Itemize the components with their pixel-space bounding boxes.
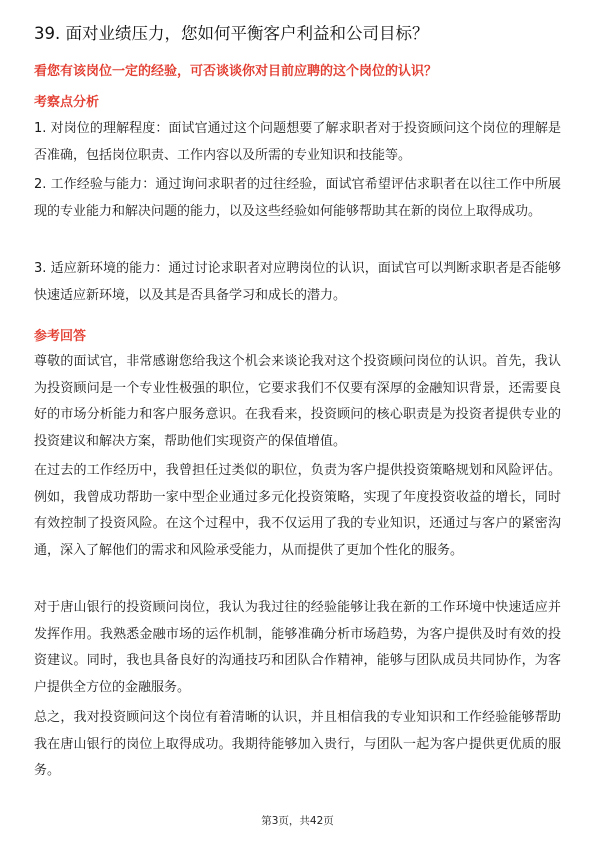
answer-heading: 参考回答 bbox=[34, 329, 87, 344]
question-title: 39. 面对业绩压力，您如何平衡客户利益和公司目标？ bbox=[34, 24, 429, 43]
analysis-heading: 考察点分析 bbox=[34, 95, 100, 110]
answer-paragraph-1: 尊敬的面试官，非常感谢您给我这个机会来谈论我对这个投资顾问岗位的认识。首先，我认为投资顾问是一个专业性极强的职位，它要求我们不仅要有深厚的金融知识背景，还需要良好的市场分析能力和客户服务意识。在我看来，投资顾问的核心职责是为投资者提供专业的投资建议和解决方案，帮助他们实现资产的保值增值。 bbox=[34, 354, 561, 449]
analysis-item-1: 1. 对岗位的理解程度：面试官通过这个问题想要了解求职者对于投资顾问这个岗位的理解是否准确，包括岗位职责、工作内容以及所需的专业知识和技能等。 bbox=[34, 121, 561, 163]
analysis-item-3: 3. 适应新环境的能力：通过讨论求职者对应聘岗位的认识，面试官可以判断求职者是否能够快速适应新环境，以及其是否具备学习和成长的潜力。 bbox=[34, 261, 561, 303]
analysis-item-2: 2. 工作经验与能力：通过询问求职者的过往经验，面试官希望评估求职者在以往工作中所展现的专业能力和解决问题的能力，以及这些经验如何能够帮助其在新的岗位上取得成功。 bbox=[34, 177, 561, 219]
page-number: 第3页，共42页 bbox=[261, 815, 334, 827]
answer-paragraph-3: 对于唐山银行的投资顾问岗位，我认为我过往的经验能够让我在新的工作环境中快速适应并发挥作用。我熟悉金融市场的运作机制，能够准确分析市场趋势，为客户提供及时有效的投资建议。同时，我也具备良好的沟通技巧和团队合作精神，能够与团队成员共同协作，为客户提供全方位的金融服务。 bbox=[34, 600, 561, 695]
answer-paragraph-4: 总之，我对投资顾问这个岗位有着清晰的认识，并且相信我的专业知识和工作经验能够帮助我在唐山银行的岗位上取得成功。我期待能够加入贵行，与团队一起为客户提供更优质的服务。 bbox=[34, 710, 561, 778]
highlighted-question: 看您有该岗位一定的经验，可否谈谈你对目前应聘的这个岗位的认识？ bbox=[34, 64, 438, 79]
answer-paragraph-2: 在过去的工作经历中，我曾担任过类似的职位，负责为客户提供投资策略规划和风险评估。例如，我曾成功帮助一家中型企业通过多元化投资策略，实现了年度投资收益的增长，同时有效控制了投资风险。在这个过程中，我不仅运用了我的专业知识，还通过与客户的紧密沟通，深入了解他们的需求和风险承受能力，从而提供了更加个性化的服务。 bbox=[34, 463, 561, 558]
